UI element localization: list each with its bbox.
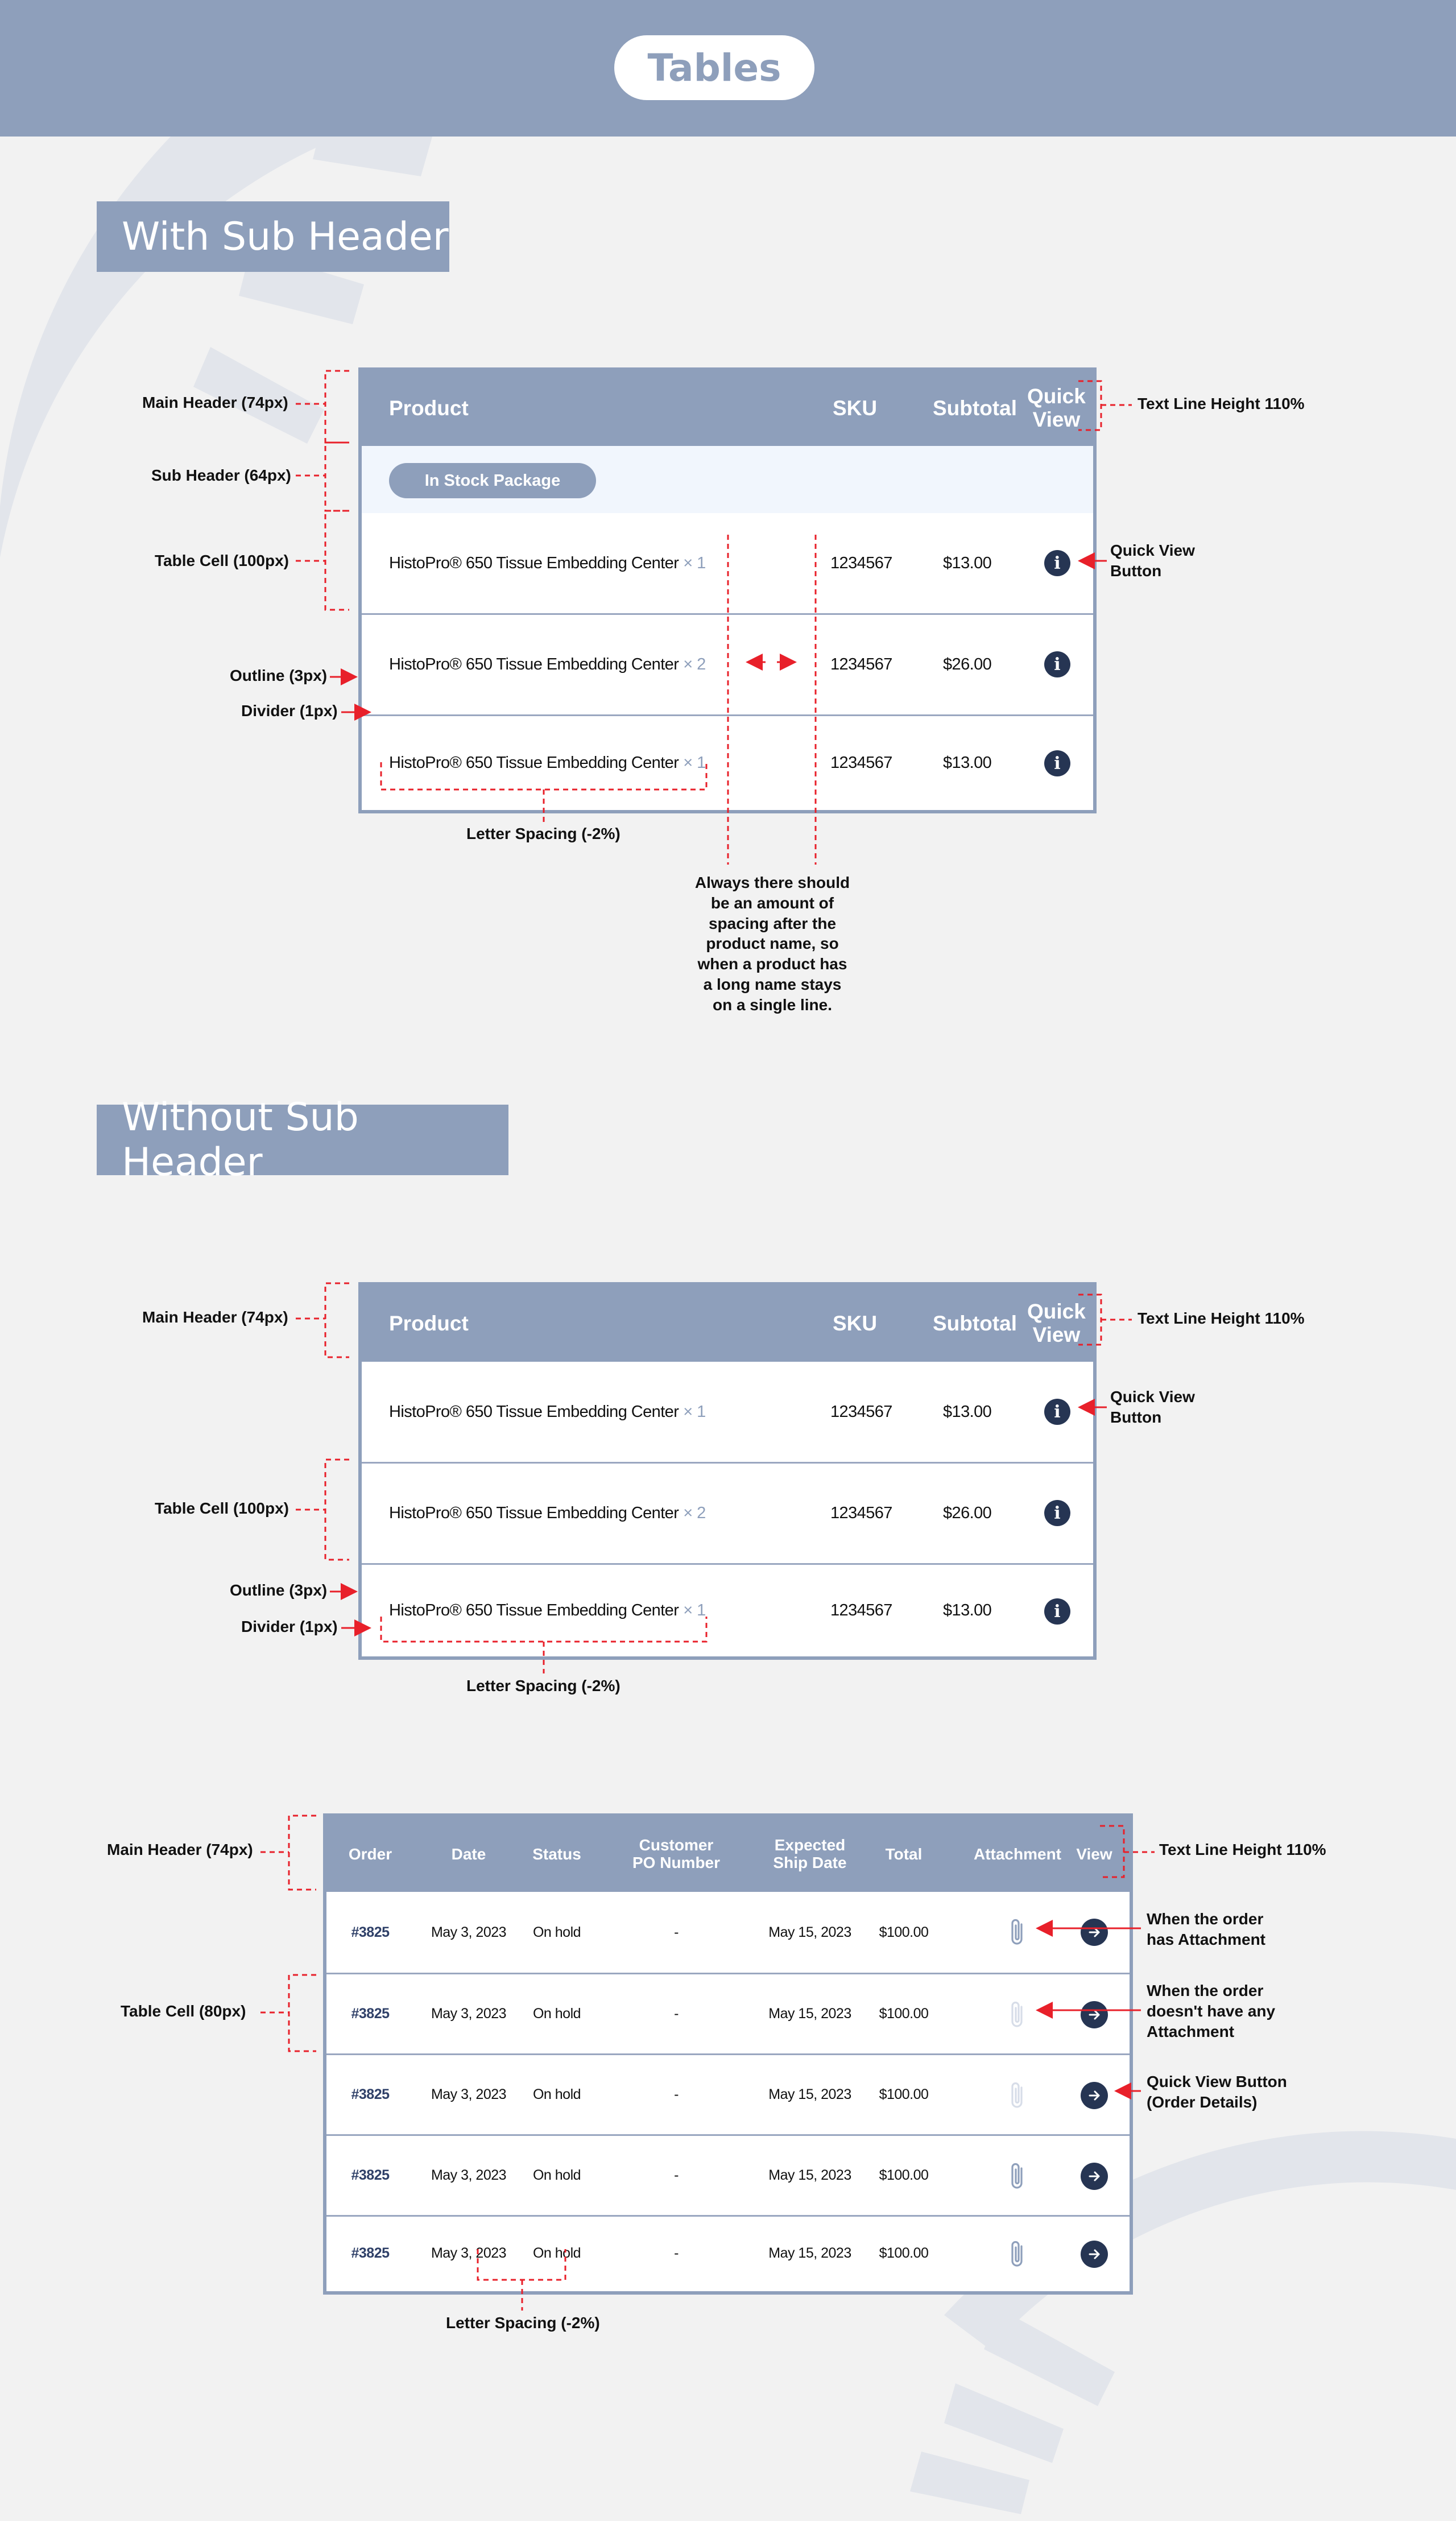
product-name xyxy=(389,615,706,714)
order-total: $100.00 xyxy=(879,1924,929,1940)
order-total: $100.00 xyxy=(879,2245,929,2261)
note-main-header: Main Header (74px) xyxy=(142,1308,288,1326)
info-icon: i xyxy=(1054,553,1061,573)
subtotal-value: $26.00 xyxy=(943,1504,992,1522)
arrow-right-icon xyxy=(1086,2168,1102,2184)
table-row xyxy=(326,1892,1130,1973)
order-date: May 3, 2023 xyxy=(431,1924,507,1940)
arrow-right-icon xyxy=(1086,2007,1102,2023)
order-status: On hold xyxy=(532,1924,581,1940)
sku-value: 1234567 xyxy=(830,553,892,572)
header-attachment: Attachment xyxy=(973,1845,1061,1863)
sku-value: 1234567 xyxy=(830,1504,892,1522)
header-quick-view: Quick View xyxy=(1027,385,1086,431)
quick-view-button[interactable] xyxy=(1044,750,1070,776)
sku-value: 1234567 xyxy=(830,1601,892,1619)
page-title: Tables xyxy=(614,35,814,100)
product-qty: × 1 xyxy=(683,1601,706,1619)
view-order-button[interactable] xyxy=(1081,2163,1108,2190)
order-date: May 3, 2023 xyxy=(431,2006,507,2022)
arrow-right-icon xyxy=(1086,2246,1102,2262)
product-name xyxy=(389,1362,706,1462)
header-order: Order xyxy=(348,1845,392,1863)
note-letter-spacing: Letter Spacing (-2%) xyxy=(466,825,621,842)
attachment-icon xyxy=(1008,1999,1027,2031)
note-letter-spacing: Letter Spacing (-2%) xyxy=(466,1677,621,1695)
table-row xyxy=(326,2134,1130,2215)
customer-po: - xyxy=(674,2245,679,2261)
quick-view-button[interactable] xyxy=(1044,550,1070,576)
product-name xyxy=(389,1464,706,1563)
note-no-attachment: When the order doesn't have any Attachment xyxy=(1147,1982,1276,2040)
note-sub-header: Sub Header (64px) xyxy=(151,466,291,484)
info-icon: i xyxy=(1054,654,1061,675)
page-banner xyxy=(0,0,1456,137)
subtotal-value: $13.00 xyxy=(943,754,992,772)
arrow-right-icon xyxy=(1086,2088,1102,2103)
sku-value: 1234567 xyxy=(830,754,892,772)
header-subtotal: Subtotal xyxy=(933,396,1017,420)
table-row xyxy=(362,1462,1093,1563)
view-order-button[interactable] xyxy=(1081,2001,1108,2028)
attachment-icon[interactable] xyxy=(1008,2160,1027,2192)
product-name xyxy=(389,513,706,613)
order-number[interactable]: #3825 xyxy=(351,2006,390,2022)
table-row xyxy=(362,613,1093,714)
attachment-icon xyxy=(1008,2080,1027,2111)
table-row xyxy=(362,1563,1093,1656)
info-icon: i xyxy=(1054,1402,1061,1422)
quick-view-button[interactable] xyxy=(1044,651,1070,677)
product-qty: × 2 xyxy=(683,655,706,673)
order-number[interactable]: #3825 xyxy=(351,1924,390,1940)
note-table-cell: Table Cell (80px) xyxy=(121,2002,246,2020)
header-quick-view: Quick View xyxy=(1027,1300,1086,1346)
order-number[interactable]: #3825 xyxy=(351,2245,390,2261)
subtotal-value: $13.00 xyxy=(943,1402,992,1421)
note-divider: Divider (1px) xyxy=(241,1618,338,1635)
info-icon: i xyxy=(1054,1601,1061,1622)
view-order-button[interactable] xyxy=(1081,1919,1108,1946)
note-outline: Outline (3px) xyxy=(230,1581,328,1599)
note-text-line-height: Text Line Height 110% xyxy=(1138,1309,1305,1327)
sub-header-badge: In Stock Package xyxy=(389,463,596,498)
view-order-button[interactable] xyxy=(1081,2082,1108,2109)
note-has-attachment: When the order has Attachment xyxy=(1147,1910,1266,1948)
note-text-line-height: Text Line Height 110% xyxy=(1138,395,1305,412)
product-table-without-sub-header xyxy=(358,1282,1097,1660)
table-main-header xyxy=(326,1817,1130,1892)
customer-po: - xyxy=(674,1924,679,1940)
table-row xyxy=(326,2053,1130,2134)
product-qty: × 1 xyxy=(683,754,706,772)
header-subtotal: Subtotal xyxy=(933,1311,1017,1335)
info-icon: i xyxy=(1054,1503,1061,1523)
quick-view-button[interactable] xyxy=(1044,1399,1070,1425)
note-letter-spacing: Letter Spacing (-2%) xyxy=(446,2314,600,2332)
order-number[interactable]: #3825 xyxy=(351,2167,390,2183)
note-quick-view: Quick View Button xyxy=(1110,1388,1195,1426)
product-qty: × 1 xyxy=(683,553,706,572)
order-number[interactable]: #3825 xyxy=(351,2086,390,2102)
sku-value: 1234567 xyxy=(830,1402,892,1421)
table-sub-header xyxy=(362,446,1093,513)
attachment-icon[interactable] xyxy=(1008,1916,1027,1948)
table-main-header xyxy=(362,1286,1093,1362)
table-row xyxy=(326,2215,1130,2290)
order-total: $100.00 xyxy=(879,2086,929,2102)
order-date: May 3, 2023 xyxy=(431,2086,507,2102)
product-name-text: HistoPro® 650 Tissue Embedding Center xyxy=(389,1601,679,1619)
header-total: Total xyxy=(885,1845,923,1863)
order-date: May 3, 2023 xyxy=(431,2167,507,2183)
table-row xyxy=(362,714,1093,810)
product-table-with-sub-header xyxy=(358,367,1097,813)
table-row xyxy=(362,1362,1093,1462)
expected-ship-date: May 15, 2023 xyxy=(768,2167,851,2183)
product-name xyxy=(389,716,706,810)
expected-ship-date: May 15, 2023 xyxy=(768,2006,851,2022)
expected-ship-date: May 15, 2023 xyxy=(768,1924,851,1940)
subtotal-value: $13.00 xyxy=(943,1601,992,1619)
note-table-cell: Table Cell (100px) xyxy=(155,1499,289,1517)
note-table-cell: Table Cell (100px) xyxy=(155,552,289,569)
order-total: $100.00 xyxy=(879,2006,929,2022)
product-name-text: HistoPro® 650 Tissue Embedding Center xyxy=(389,553,679,572)
subtotal-value: $13.00 xyxy=(943,553,992,572)
view-order-button[interactable] xyxy=(1081,2241,1108,2268)
subtotal-value: $26.00 xyxy=(943,655,992,673)
note-text-line-height: Text Line Height 110% xyxy=(1159,1841,1326,1858)
customer-po: - xyxy=(674,2167,679,2183)
product-name-text: HistoPro® 650 Tissue Embedding Center xyxy=(389,655,679,673)
order-status: On hold xyxy=(532,2006,581,2022)
product-name-text: HistoPro® 650 Tissue Embedding Center xyxy=(389,1402,679,1421)
info-icon: i xyxy=(1054,753,1061,774)
note-main-header: Main Header (74px) xyxy=(107,1841,253,1858)
note-outline: Outline (3px) xyxy=(230,667,328,684)
order-status: On hold xyxy=(532,2245,581,2261)
expected-ship-date: May 15, 2023 xyxy=(768,2245,851,2261)
arrow-right-icon xyxy=(1086,1924,1102,1940)
header-sku: SKU xyxy=(833,1311,878,1335)
note-quick-view: Quick View Button xyxy=(1110,542,1195,580)
order-date: May 3, 2023 xyxy=(431,2245,507,2261)
table-row xyxy=(362,513,1093,613)
product-qty: × 1 xyxy=(683,1402,706,1421)
attachment-icon[interactable] xyxy=(1008,2238,1027,2270)
header-customer-po: Customer PO Number xyxy=(632,1836,721,1871)
header-status: Status xyxy=(532,1845,581,1863)
order-status: On hold xyxy=(532,2167,581,2183)
customer-po: - xyxy=(674,2086,679,2102)
expected-ship-date: May 15, 2023 xyxy=(768,2086,851,2102)
header-expected-ship: Expected Ship Date xyxy=(773,1836,847,1871)
quick-view-button[interactable] xyxy=(1044,1598,1070,1625)
header-sku: SKU xyxy=(833,396,878,420)
product-qty: × 2 xyxy=(683,1504,706,1522)
order-total: $100.00 xyxy=(879,2167,929,2183)
sku-value: 1234567 xyxy=(830,655,892,673)
note-spacing: Always there should be an amount of spacing after the product name, so when a product has a long name stays on a single line. xyxy=(694,874,850,1014)
note-divider: Divider (1px) xyxy=(241,702,338,720)
section-title-without-sub-header: Without Sub Header xyxy=(97,1105,508,1175)
header-view: View xyxy=(1076,1845,1112,1863)
header-product: Product xyxy=(389,1311,469,1335)
order-status: On hold xyxy=(532,2086,581,2102)
product-name-text: HistoPro® 650 Tissue Embedding Center xyxy=(389,1504,679,1522)
orders-table xyxy=(323,1813,1133,2295)
header-product: Product xyxy=(389,396,469,420)
table-row xyxy=(326,1973,1130,2053)
section-title-with-sub-header: With Sub Header xyxy=(97,201,449,272)
product-name-text: HistoPro® 650 Tissue Embedding Center xyxy=(389,754,679,772)
customer-po: - xyxy=(674,2006,679,2022)
quick-view-button[interactable] xyxy=(1044,1500,1070,1526)
table-main-header xyxy=(362,371,1093,446)
header-date: Date xyxy=(451,1845,486,1863)
note-main-header: Main Header (74px) xyxy=(142,394,288,411)
product-name xyxy=(389,1565,706,1656)
note-quick-view: Quick View Button (Order Details) xyxy=(1147,2073,1287,2111)
